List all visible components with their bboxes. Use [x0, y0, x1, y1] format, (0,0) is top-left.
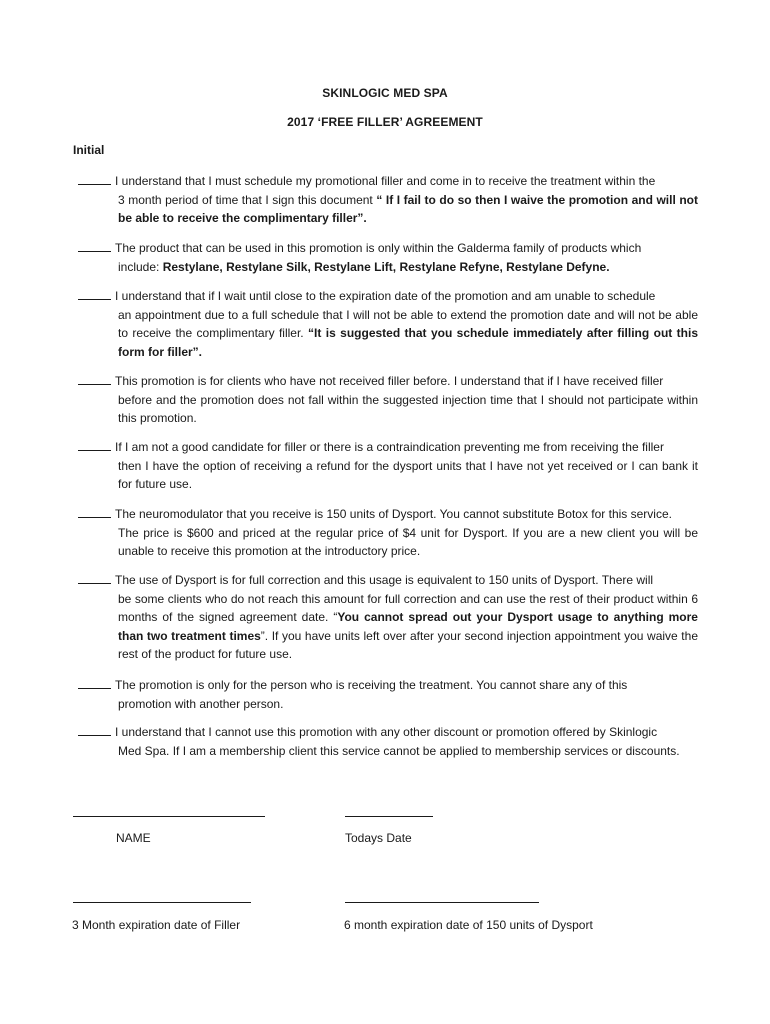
initial-blank[interactable]	[78, 573, 111, 584]
document-title: 2017 ‘FREE FILLER’ AGREEMENT	[287, 115, 483, 129]
clause-8	[78, 676, 698, 713]
clause-2	[78, 239, 698, 276]
clause-text: be some clients who do not reach this amount for full correction and can use the rest of their product within 6 months of the signed agreement date. “	[118, 591, 698, 625]
clause-text: The price is $600 and priced at the regular price of $4 unit for Dysport. If you are a new client you will be unable to receive this promotion at the introductory price.	[118, 525, 698, 559]
clause-text: If I am not a good candidate for filler or there is a contraindication preventing me from receiving the filler	[115, 440, 664, 454]
name-signature-line[interactable]	[73, 816, 265, 817]
initial-blank[interactable]	[78, 507, 111, 518]
initial-blank[interactable]	[78, 725, 111, 736]
clause-text: The neuromodulator that you receive is 150 units of Dysport. You cannot substitute Botox for this service.	[115, 507, 672, 521]
clause-text: ”. If you have units left over after your second injection appointment you waive the rest of the product for future use.	[118, 628, 698, 662]
clause-4	[78, 372, 698, 428]
clause-text: I understand that I must schedule my promotional filler and come in to receive the treatment within the	[115, 174, 656, 188]
clause-text: The use of Dysport is for full correction and this usage is equivalent to 150 units of Dysport. There will	[115, 573, 654, 587]
clause-1	[78, 172, 698, 228]
clause-7	[78, 571, 698, 664]
clause-5	[78, 438, 698, 494]
initial-blank[interactable]	[78, 440, 111, 451]
clause-emphasis: “It is suggested that you schedule immediately after filling out this form for filler”.	[118, 326, 698, 359]
clause-6	[78, 505, 698, 561]
clause-text: an appointment due to a full schedule that I will not be able to extend the promotion date and will not be able to receive the complimentary filler.	[118, 307, 698, 341]
initial-blank[interactable]	[78, 678, 111, 689]
initial-blank[interactable]	[78, 374, 111, 385]
clause-text: 3 month period of time that I sign this document	[118, 192, 377, 207]
clause-text: The product that can be used in this promotion is only within the Galderma family of products which	[115, 241, 642, 255]
dysport-expiration-line[interactable]	[345, 902, 539, 903]
clause-9	[78, 723, 698, 760]
initial-blank[interactable]	[78, 174, 111, 185]
clause-text: I understand that I cannot use this promotion with any other discount or promotion offered by Skinlogic	[115, 725, 658, 739]
clause-text: The promotion is only for the person who is receiving the treatment. You cannot share any of this	[115, 678, 628, 692]
dysport-expiration-label: 6 month expiration date of 150 units of Dysport	[344, 918, 593, 932]
clause-text: before and the promotion does not fall within the suggested injection time that I should not participate within this promotion.	[118, 392, 698, 426]
clause-text: include:	[118, 259, 163, 274]
date-label: Todays Date	[345, 831, 412, 845]
clause-emphasis: Restylane, Restylane Silk, Restylane Lift, Restylane Refyne, Restylane Defyne.	[162, 259, 610, 274]
name-label: NAME	[116, 831, 151, 845]
clause-text: I understand that if I wait until close to the expiration date of the promotion and am unable to schedule	[115, 289, 656, 303]
clause-text: then I have the option of receiving a refund for the dysport units that I have not yet received or I can bank it for future use.	[118, 458, 698, 492]
filler-expiration-line[interactable]	[73, 902, 251, 903]
initial-blank[interactable]	[78, 241, 111, 252]
filler-expiration-label: 3 Month expiration date of Filler	[72, 918, 241, 932]
org-title: SKINLOGIC MED SPA	[322, 86, 448, 100]
clause-emphasis: “ If I fail to do so then I waive the promotion and will not be able to receive the complimentary filler”.	[118, 192, 699, 226]
clause-text: This promotion is for clients who have not received filler before. I understand that if I have received filler	[115, 374, 664, 388]
clause-3	[78, 287, 698, 361]
date-signature-line[interactable]	[345, 816, 433, 817]
initial-blank[interactable]	[78, 289, 111, 300]
clause-text: Med Spa. If I am a membership client this service cannot be applied to membership services or discounts.	[118, 743, 680, 758]
clause-emphasis: You cannot spread out your Dysport usage to anything more than two treatment times	[118, 610, 698, 643]
clause-text: promotion with another person.	[118, 696, 284, 711]
initial-column-label: Initial	[73, 143, 105, 157]
